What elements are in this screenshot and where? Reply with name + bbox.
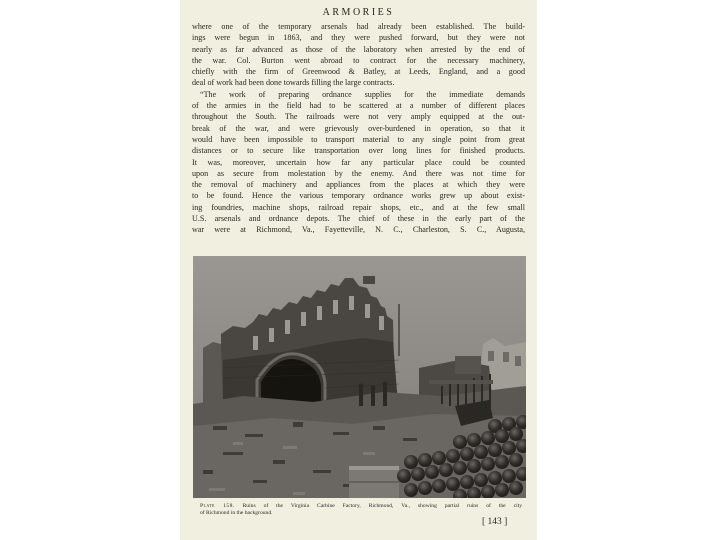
caption-text: Ruins of the Virginia Carbine Factory, Richmond, Va., showing partial ruins of the city: [234, 503, 522, 509]
ruins-photo-illustration: [193, 256, 526, 498]
text-line: upon as secure from molestation by the enemy. And there was not time for: [192, 168, 525, 178]
text-line: ings were begun in 1863, and they were pushed forward, but they were not: [192, 33, 525, 43]
text-line: where one of the temporary arsenals had already been established. The build-: [192, 22, 525, 31]
text-line: war were at Richmond, Va., Fayetteville, N. C., Charleston, S. C., Augusta,: [192, 225, 525, 235]
text-line: the war. Col. Burton went abroad to contract for the necessary machinery,: [192, 55, 525, 65]
running-head: ARMORIES: [322, 7, 395, 18]
text-line: break of the war, and were grievously over-burdened in operation, so that it: [192, 123, 525, 133]
text-line: nearly as far advanced as those of the laboratory when arrested by the end of: [192, 44, 525, 54]
paragraph: [192, 89, 525, 236]
plate-caption: [200, 503, 522, 518]
text-line: U.S. arsenals and ordnance depots. The chief of these in the early part of the: [192, 214, 525, 224]
caption-line: of Richmond in the background.: [200, 510, 273, 517]
text-line: It was, moreover, uncertain how far any particular place could be counted: [192, 157, 525, 167]
text-line: throughout the South. The railroads were not very amply equipped at the out-: [192, 112, 525, 122]
plate-label: Plate 158.: [200, 503, 235, 509]
text-line: would have been impossible to transport material to any single point from great: [192, 134, 525, 144]
plate-photograph: [193, 256, 526, 498]
text-line: chiefly with the firm of Greenwood & Batley, at Leeds, England, and a good: [192, 67, 525, 77]
text-line: of the armies in the field had to be scattered at a number of different places: [192, 101, 525, 111]
text-line: to be found. Hence the various temporary ordnance works grew up about exist-: [192, 191, 525, 201]
text-line: deal of work had been done towards filling the large contracts.: [192, 78, 395, 88]
text-line: ing foundries, machine shops, railroad repair shops, etc., and at the few small: [192, 202, 525, 212]
text-line: distances or to secure like transportation over long lines for finished products.: [192, 146, 525, 156]
paragraph: [192, 21, 525, 89]
book-page: [180, 0, 537, 540]
body-text: [192, 21, 525, 236]
page-number: [ 143 ]: [482, 517, 508, 527]
text-line: “The work of preparing ordnance supplies for the immediate demands: [200, 89, 525, 99]
text-line: the removal of machinery and appliances from the places at which they were: [192, 180, 525, 190]
